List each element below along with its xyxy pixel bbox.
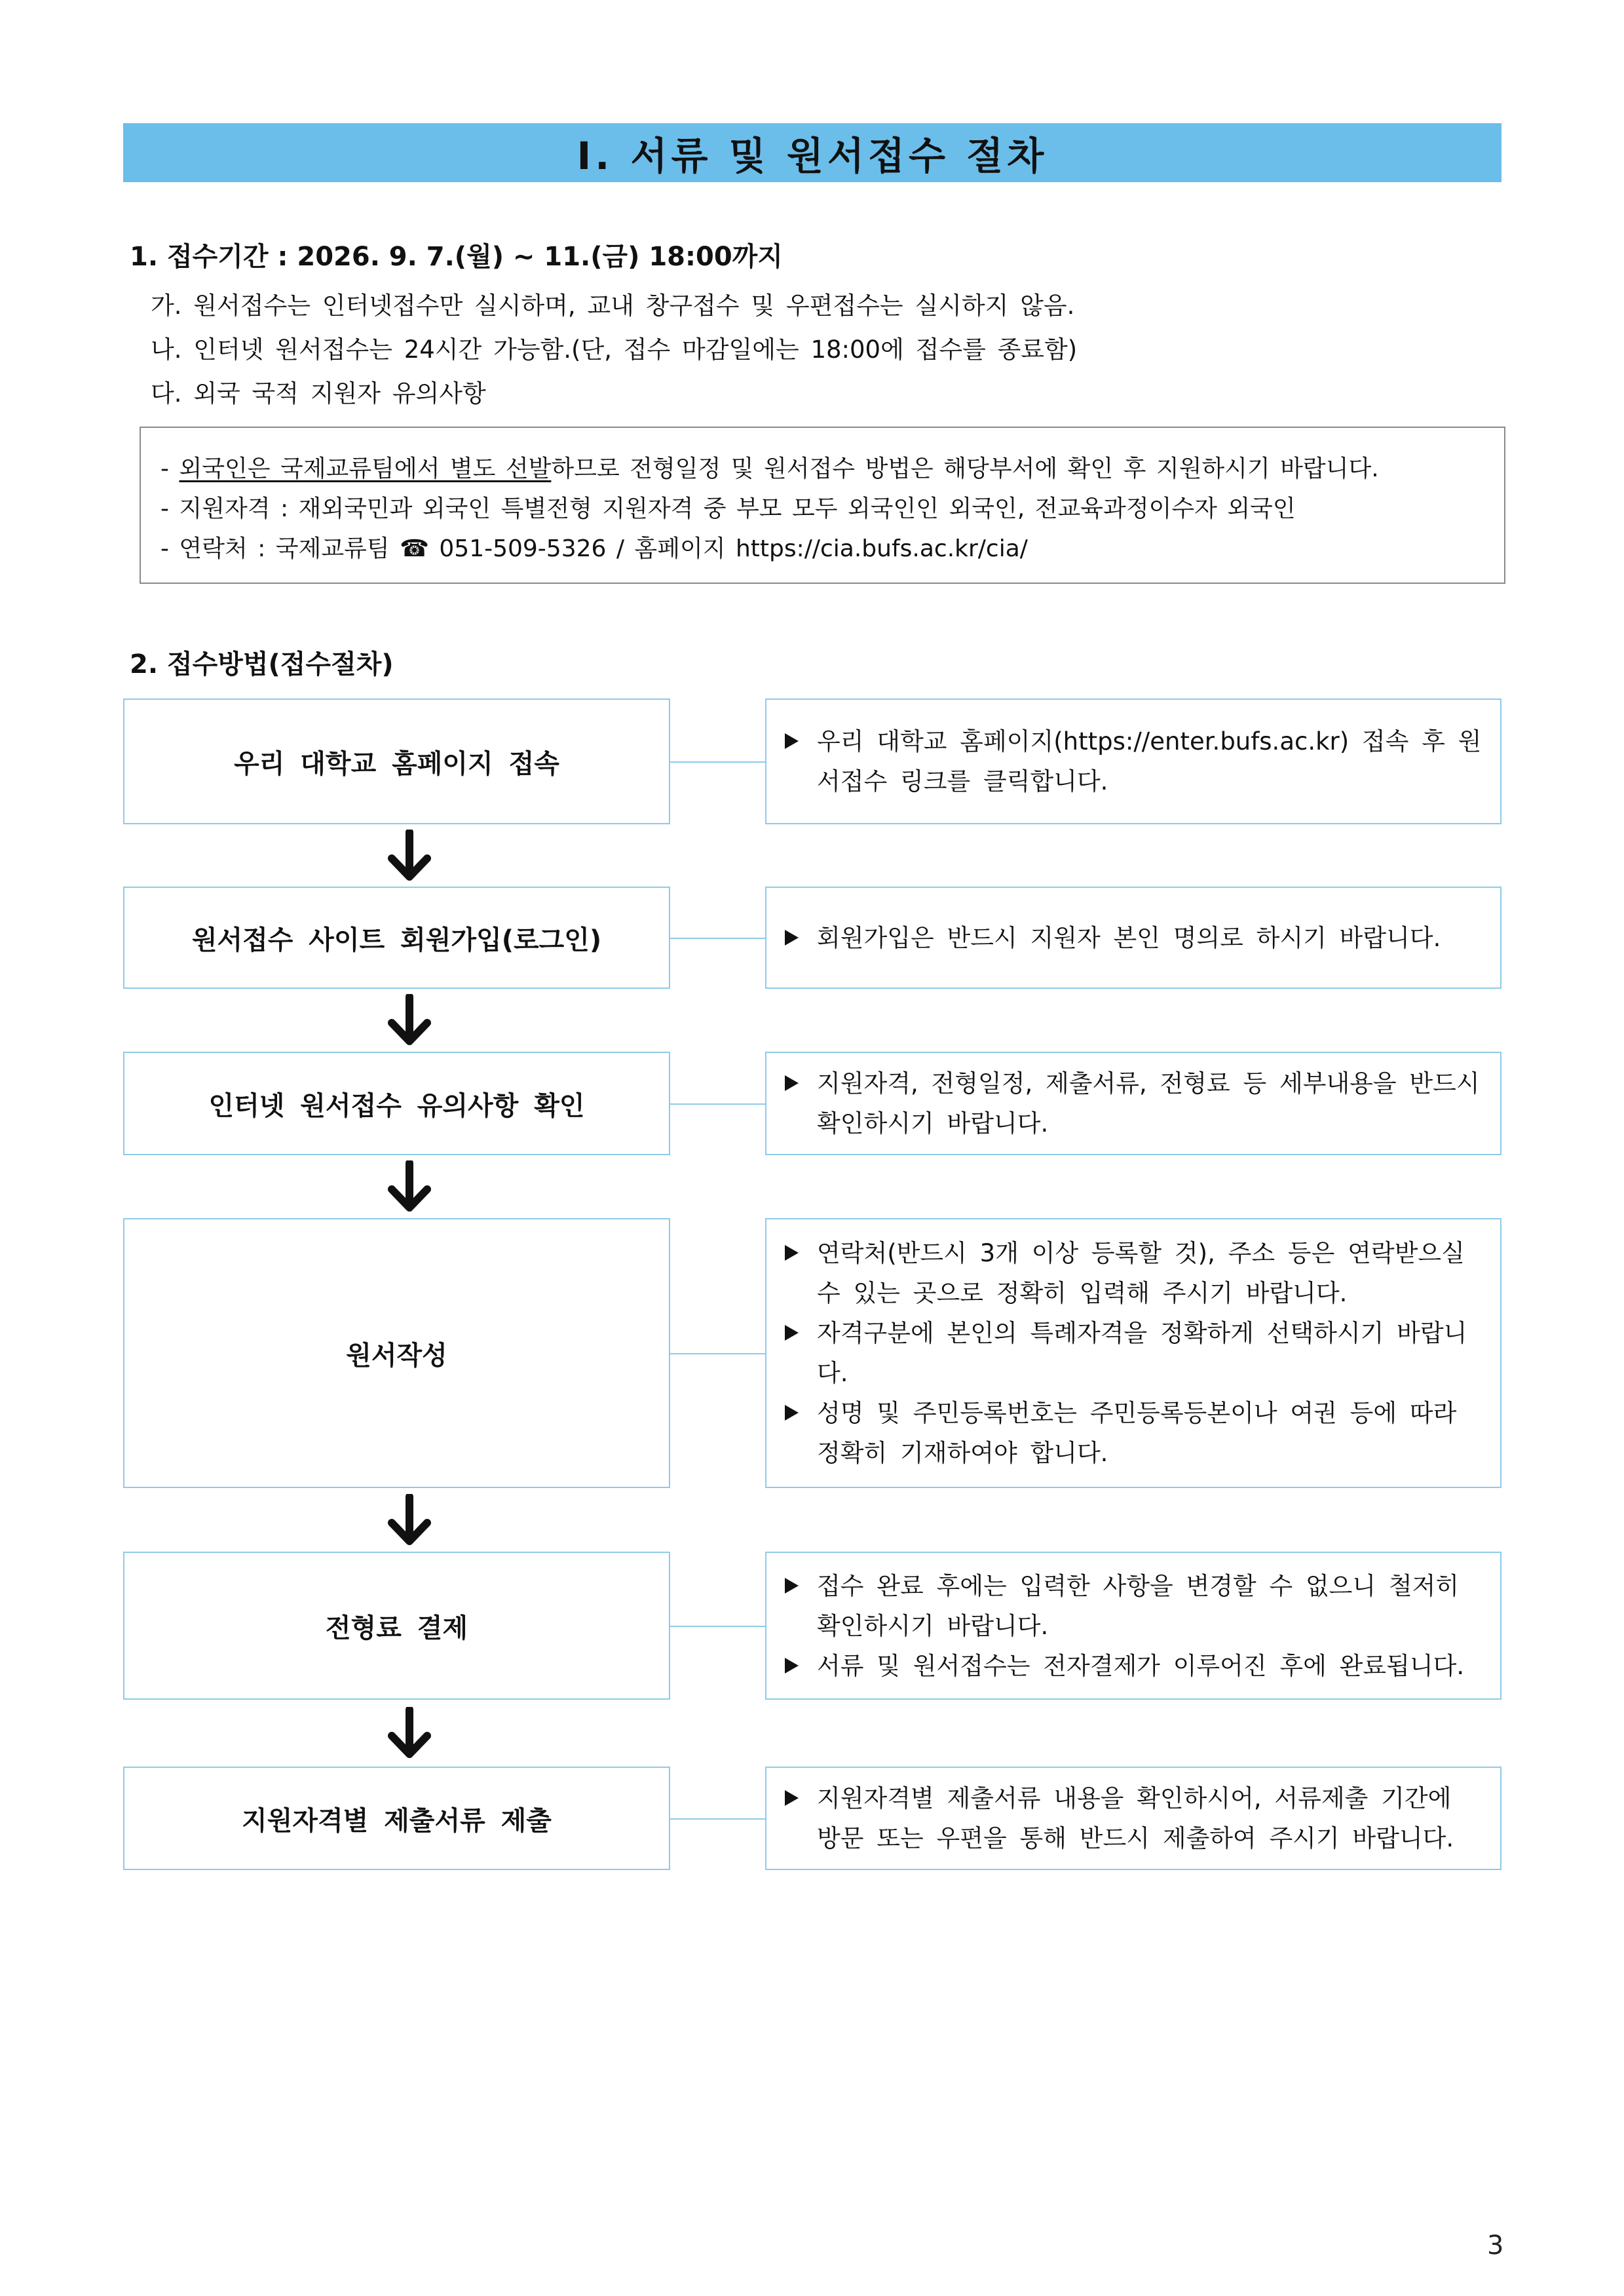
arrow-down-icon: [387, 994, 432, 1046]
arrow-down-icon: [387, 1494, 432, 1546]
page-number: 3: [1487, 2230, 1504, 2261]
description-bullet-text: 접수 완료 후에는 입력한 사항을 변경할 수 없으니 철저히 확인하시기 바랍니다.: [817, 1571, 1460, 1640]
description-bullet: [785, 1778, 1487, 1858]
flow-connector-line: [670, 1353, 765, 1354]
notice-line-1-prefix: -: [161, 455, 179, 482]
description-bullet-text: 서류 및 원서접수는 전자결제가 이루어진 후에 완료됩니다.: [817, 1651, 1465, 1680]
notice-line-3: - 연락처 : 국제교류팀 ☎ 051-509-5326 / 홈페이지 https://cia.bufs.ac.kr/cia/: [161, 535, 1028, 562]
flow-connector-line: [670, 1626, 765, 1627]
description-bullet: [785, 918, 1487, 958]
description-bullet-text: 우리 대학교 홈페이지(https://enter.bufs.ac.kr) 접속 후 원서접수 링크를 클릭합니다.: [817, 727, 1482, 795]
page-title: Ⅰ. 서류 및 원서접수 절차: [576, 134, 1048, 178]
description-bullet: [785, 1063, 1487, 1143]
triangle-right-icon: [785, 1325, 799, 1341]
flow-step-6: 지원자격별 제출서류 제출: [123, 1767, 670, 1870]
arrow-down-icon: [387, 1160, 432, 1213]
description-bullet: [785, 1646, 1487, 1686]
description-bullet: [785, 1313, 1487, 1393]
description-bullet-text: 연락처(반드시 3개 이상 등록할 것), 주소 등은 연락받으실 수 있는 곳으로 정확히 입력해 주시기 바랍니다.: [817, 1239, 1465, 1307]
section1-heading: 1. 접수기간 : 2026. 9. 7.(월) ~ 11.(금) 18:00까지: [130, 242, 783, 272]
flow-step-1: 우리 대학교 홈페이지 접속: [123, 698, 670, 824]
flow-connector-line: [670, 1818, 765, 1820]
description-bullet-text: 회원가입은 반드시 지원자 본인 명의로 하시기 바랍니다.: [817, 923, 1441, 952]
notice-underlined-text: 외국인은 국제교류팀에서 별도 선발: [179, 455, 552, 482]
arrow-down-icon: [387, 830, 432, 882]
flow-step-2-description: [765, 887, 1501, 989]
flow-step-4: 원서작성: [123, 1218, 670, 1488]
flow-step-5-description: [765, 1552, 1501, 1700]
notice-line-1-rest: 하므로 전형일정 및 원서접수 방법은 해당부서에 확인 후 지원하시기 바랍니다.: [551, 455, 1379, 482]
triangle-right-icon: [785, 733, 799, 749]
triangle-right-icon: [785, 1075, 799, 1091]
triangle-right-icon: [785, 1578, 799, 1594]
description-bullet-text: 성명 및 주민등록번호는 주민등록등본이나 여권 등에 따라 정확히 기재하여야 합니다.: [817, 1399, 1457, 1467]
foreigner-notice-box: [140, 427, 1505, 584]
page-title-bar: [123, 123, 1501, 182]
flow-step-1-description: [765, 698, 1501, 824]
description-bullet-text: 지원자격, 전형일정, 제출서류, 전형료 등 세부내용을 반드시 확인하시기 바랍니다.: [817, 1069, 1480, 1138]
section2-heading: 2. 접수방법(접수절차): [130, 649, 394, 679]
flow-step-5: 전형료 결제: [123, 1552, 670, 1700]
triangle-right-icon: [785, 1790, 799, 1806]
flow-connector-line: [670, 1103, 765, 1105]
flow-step-4-description: [765, 1218, 1501, 1488]
triangle-right-icon: [785, 1658, 799, 1674]
notice-line-1: [161, 450, 1379, 484]
description-bullet: [785, 721, 1487, 801]
description-bullet-text: 지원자격별 제출서류 내용을 확인하시어, 서류제출 기간에 방문 또는 우편을 통해 반드시 제출하여 주시기 바랍니다.: [817, 1784, 1454, 1852]
flow-step-6-description: [765, 1767, 1501, 1870]
triangle-right-icon: [785, 1245, 799, 1261]
section1-item-da: 다. 외국 국적 지원자 유의사항: [151, 379, 486, 408]
flow-step-3: 인터넷 원서접수 유의사항 확인: [123, 1052, 670, 1155]
triangle-right-icon: [785, 1405, 799, 1421]
description-bullet: [785, 1393, 1487, 1473]
flow-step-2: 원서접수 사이트 회원가입(로그인): [123, 887, 670, 989]
flow-connector-line: [670, 761, 765, 763]
arrow-down-icon: [387, 1707, 432, 1759]
flow-connector-line: [670, 938, 765, 939]
description-bullet-text: 자격구분에 본인의 특례자격을 정확하게 선택하시기 바랍니다.: [817, 1319, 1467, 1387]
section1-item-na: 나. 인터넷 원서접수는 24시간 가능함.(단, 접수 마감일에는 18:00에 접수를 종료함): [151, 335, 1078, 364]
notice-line-2: - 지원자격 : 재외국민과 외국인 특별전형 지원자격 중 부모 모두 외국인인 외국인, 전교육과정이수자 외국인: [161, 495, 1296, 522]
description-bullet: [785, 1233, 1487, 1313]
flow-step-3-description: [765, 1052, 1501, 1155]
triangle-right-icon: [785, 930, 799, 946]
description-bullet: [785, 1566, 1487, 1646]
section1-item-ga: 가. 원서접수는 인터넷접수만 실시하며, 교내 창구접수 및 우편접수는 실시하지 않음.: [151, 292, 1075, 320]
